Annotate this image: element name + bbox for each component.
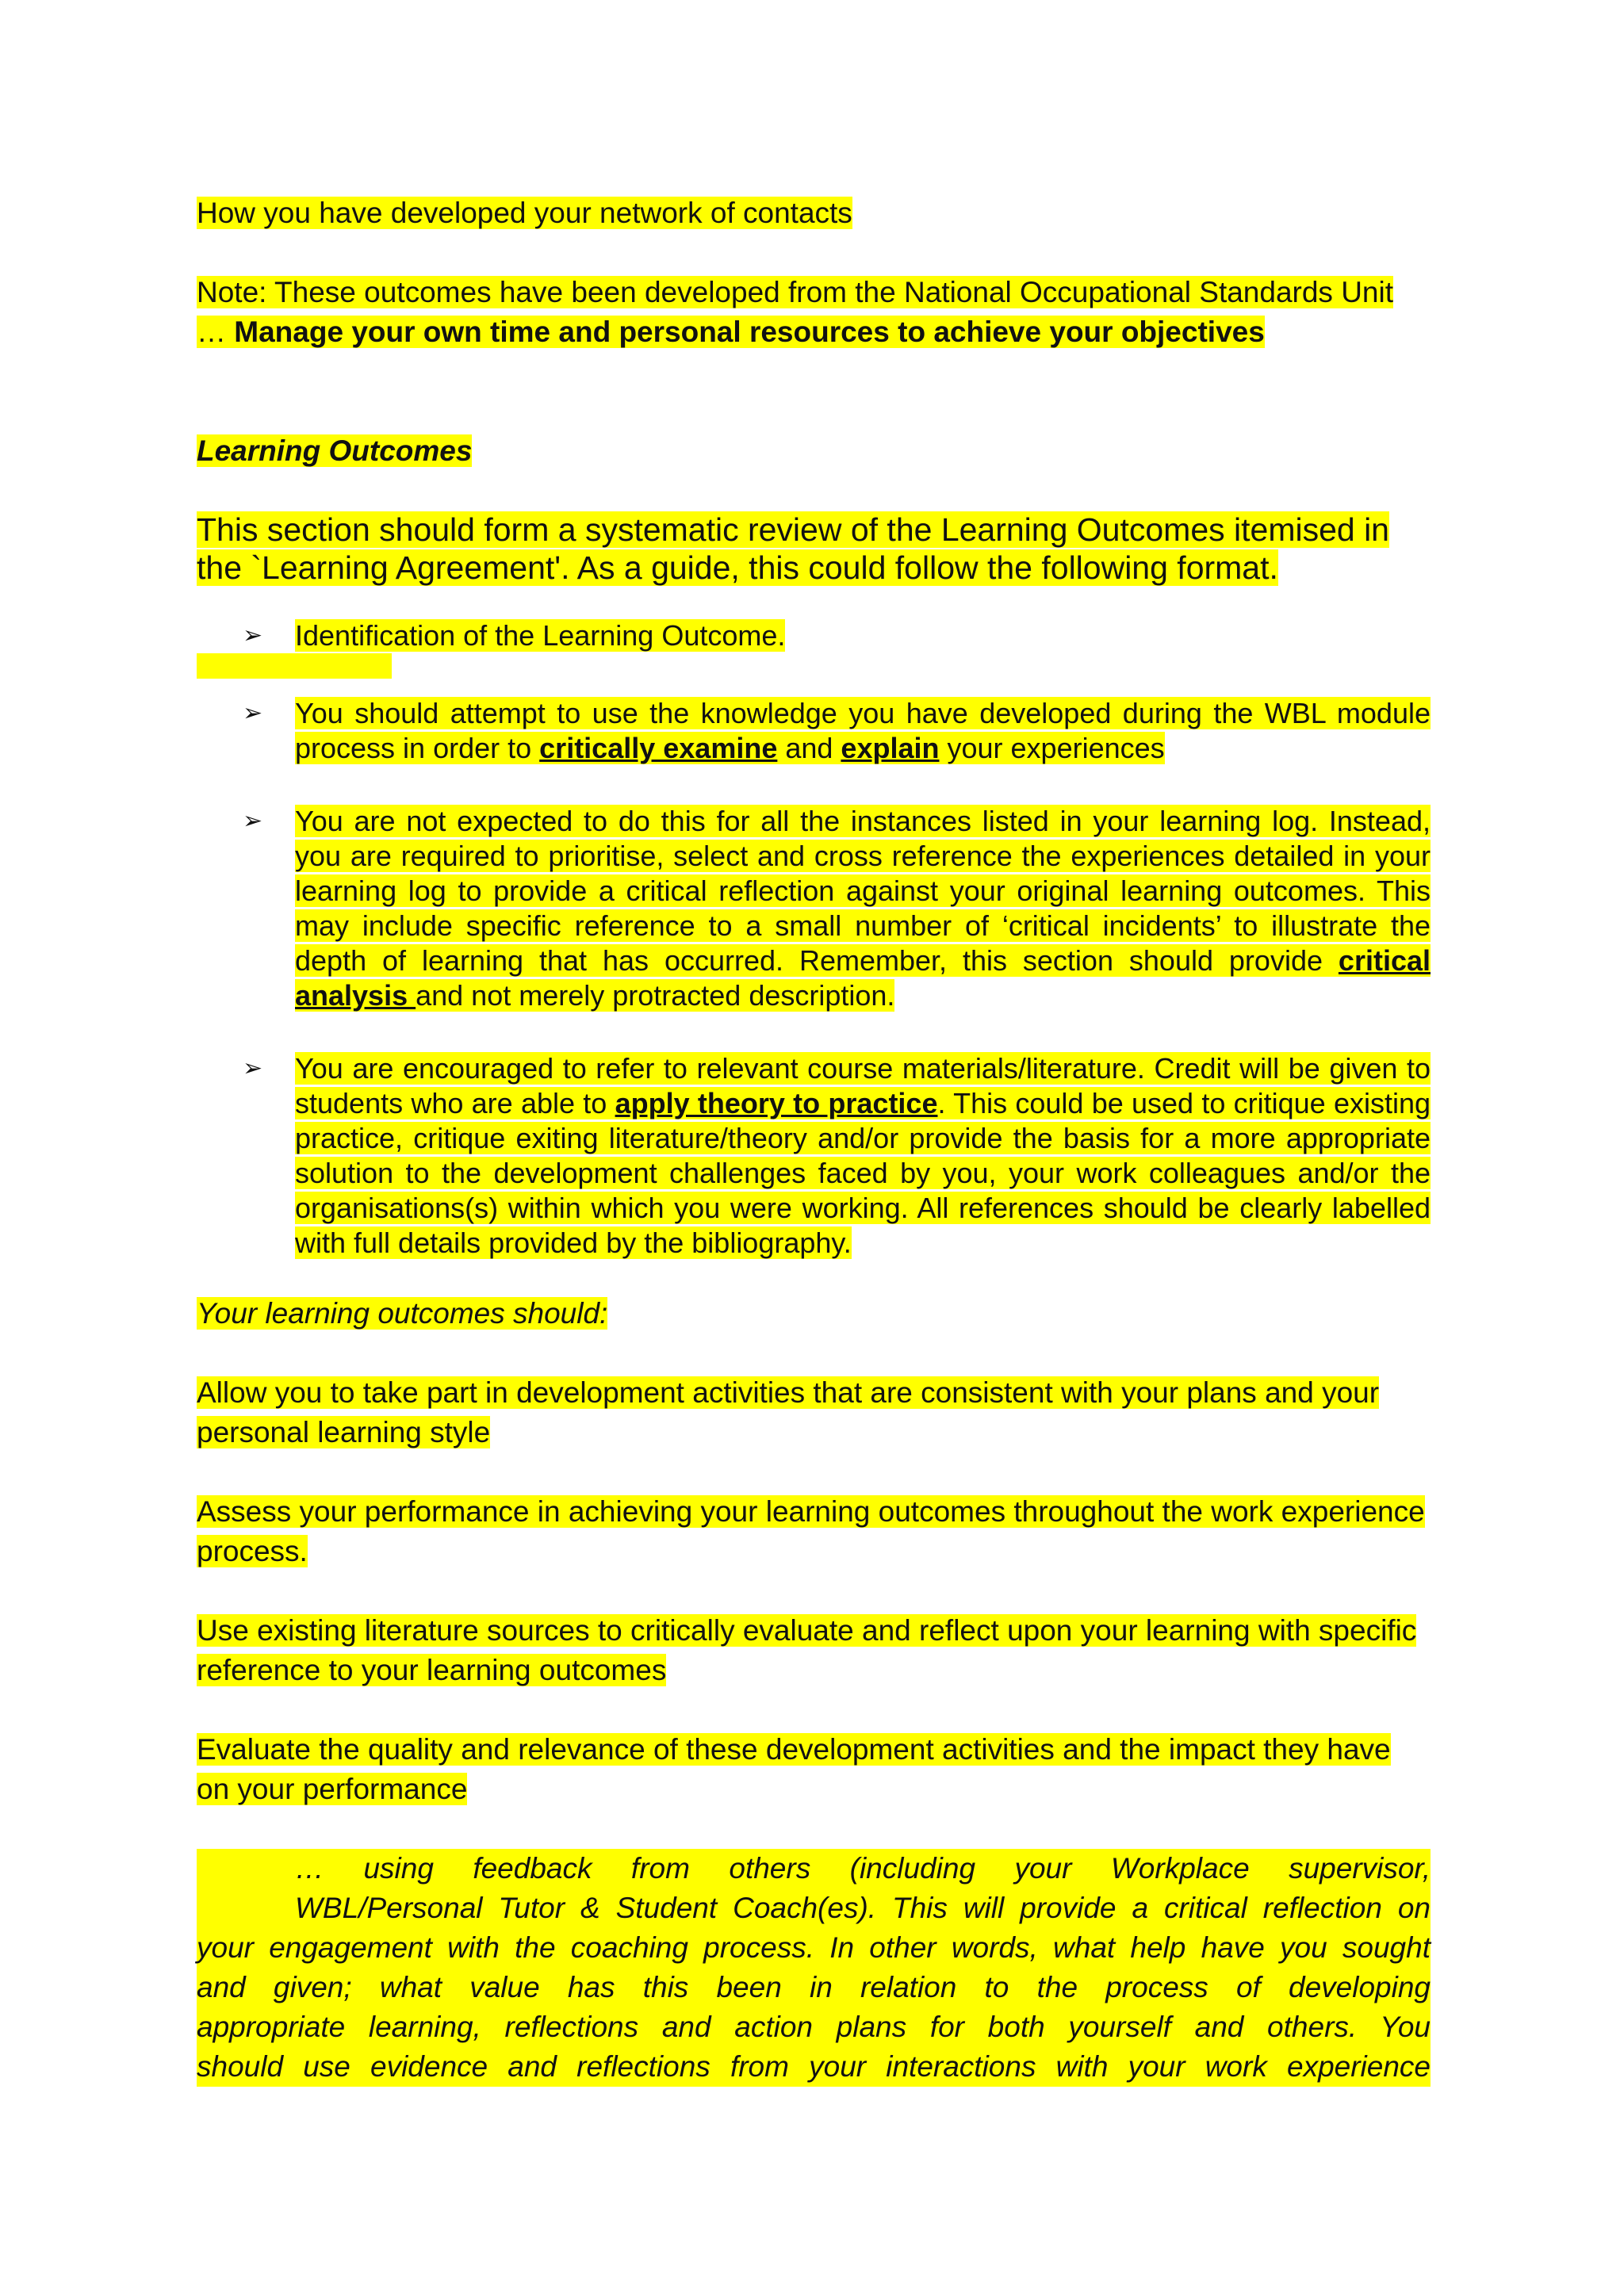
network-heading <box>197 193 1431 233</box>
arrowhead-bullet-icon: ➢ <box>243 699 263 727</box>
outcome-text: Assess your performance in achieving your learning outcomes throughout the work experience process. <box>197 1495 1425 1567</box>
critically-examine-emphasis: critically examine <box>539 732 778 764</box>
bullet-text <box>295 805 1431 1012</box>
arrowhead-bullet-icon: ➢ <box>243 622 263 649</box>
outcome-paragraph <box>197 1611 1431 1690</box>
bullet-item-identification <box>197 618 1431 653</box>
bullet-text-part: You are not expected to do this for all the instances listed in your learning log. Instead, you are required to prioritise, select and cross reference the experiences detailed in your learning log to provide a critical reflection against your original learning outcomes. This may include specific reference to a small number of ‘critical incidents’ to illustrate the depth of learning that has occurred. Remember, this section should provide <box>295 805 1431 977</box>
feedback-line: should use evidence and reflections from your interactions with your work experience <box>197 2047 1431 2087</box>
should-heading-text: Your learning outcomes should: <box>197 1297 608 1330</box>
bullet-text-part: . This could be used to critique existing practice, critique exiting literature/theory and/or provide the basis for a more appropriate solution to the development challenges faced by you, your work colleagues and/or the organisations(s) within which you were working. All references should be clearly labelled with full details provided by the bibliography. <box>295 1087 1431 1259</box>
apply-theory-emphasis: apply theory to practice <box>615 1087 938 1119</box>
learning-outcomes-heading <box>197 431 1431 471</box>
note-prefix: Note: These outcomes have been developed from the National Occupational Standards Unit <box>197 276 1394 308</box>
learning-outcomes-heading-text: Learning Outcomes <box>197 434 473 467</box>
outcome-paragraph <box>197 1373 1431 1452</box>
guidance-bullet-list-continued <box>197 696 1431 1261</box>
bullet-text <box>295 697 1431 764</box>
outcome-paragraph <box>197 1492 1431 1571</box>
feedback-line: WBL/Personal Tutor & Student Coach(es). This will provide a critical reflection on <box>197 1888 1431 1928</box>
feedback-line: … using feedback from others (including your Workplace supervisor, <box>197 1849 1431 1888</box>
bullet-item-literature <box>197 1051 1431 1261</box>
arrowhead-bullet-icon: ➢ <box>243 807 263 835</box>
intro-text: This section should form a systematic review of the Learning Outcomes itemised in the `Learning Agreement'. As a guide, this could follow the following format. <box>197 511 1389 586</box>
feedback-line: appropriate learning, reflections and action plans for both yourself and others. You <box>197 2007 1431 2047</box>
note-standard-title: Manage your own time and personal resources to achieve your objectives <box>234 316 1265 348</box>
outcome-text: Evaluate the quality and relevance of these development activities and the impact they have on your performance <box>197 1733 1391 1805</box>
should-heading <box>197 1294 1431 1334</box>
intro-paragraph <box>197 511 1431 587</box>
highlight-spacer <box>197 653 392 679</box>
bullet-text-part: You should attempt to use the knowledge you have developed during the WBL module process in order to <box>295 697 1431 764</box>
bullet-text-part: and not merely protracted description. <box>416 979 895 1012</box>
critical-analysis-emphasis: critical analysis <box>295 944 1431 1012</box>
feedback-line: and given; what value has this been in relation to the process of developing <box>197 1968 1431 2007</box>
outcome-text: Allow you to take part in development activities that are consistent with your plans and your personal learning style <box>197 1376 1380 1448</box>
bullet-text <box>295 1052 1431 1259</box>
bullet-text-part: You are encouraged to refer to relevant course materials/literature. Credit will be given to students who are able to <box>295 1052 1431 1119</box>
guidance-bullet-list <box>197 618 1431 653</box>
document-content <box>197 193 1431 2087</box>
outcome-paragraph <box>197 1730 1431 1809</box>
bullet-item-knowledge <box>197 696 1431 766</box>
bullet-item-prioritise <box>197 804 1431 1013</box>
note-ellipsis: … <box>197 316 235 348</box>
bullet-text: Identification of the Learning Outcome. <box>295 619 786 652</box>
note-text <box>197 276 1393 348</box>
note-paragraph <box>197 273 1431 352</box>
arrowhead-bullet-icon: ➢ <box>243 1054 263 1082</box>
feedback-paragraph <box>197 1849 1431 2087</box>
bullet-text-part: your experiences <box>939 732 1165 764</box>
explain-emphasis: explain <box>841 732 940 764</box>
outcome-text: Use existing literature sources to critically evaluate and reflect upon your learning with specific reference to your learning outcomes <box>197 1614 1417 1686</box>
feedback-line: your engagement with the coaching process. In other words, what help have you sought <box>197 1928 1431 1968</box>
bullet-text-part: and <box>777 732 841 764</box>
network-heading-text: How you have developed your network of contacts <box>197 197 852 229</box>
